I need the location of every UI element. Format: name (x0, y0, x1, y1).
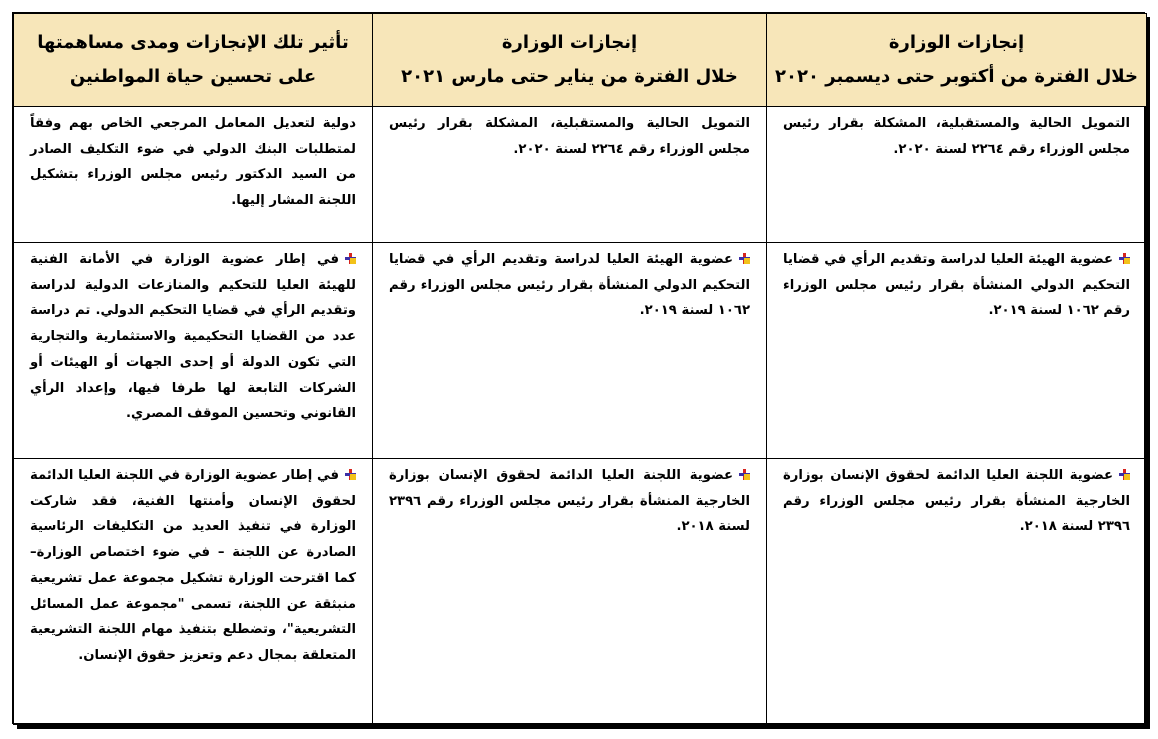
four-color-arrow-bullet-icon (1119, 253, 1130, 264)
cell-jan-mar-2021 (373, 459, 767, 725)
cell-text: دولية لتعديل المعامل المرجعي الخاص بهم وفقاً لمتطلبات البنك الدولي في ضوء التكليف الصادر من السيد الدكتور رئيس مجلس الوزراء بتشكيل اللجنة المشار إليها. (30, 116, 356, 209)
cell-impact (14, 243, 373, 459)
header-title: إنجازات الوزارة (888, 31, 1025, 53)
table-row (14, 459, 1147, 725)
header-row (14, 14, 1147, 107)
cell-text: عضوية اللجنة العليا الدائمة لحقوق الإنسان بوزارة الخارجية المنشأة بقرار رئيس مجلس الوزراء رقم ٢٣٩٦ لسنة ٢٠١٨. (389, 468, 750, 535)
cell-jan-mar-2021 (373, 243, 767, 459)
header-title: تأثير تلك الإنجازات ومدى مساهمتها (37, 31, 349, 53)
four-color-arrow-bullet-icon (739, 469, 750, 480)
cell-text: عضوية اللجنة العليا الدائمة لحقوق الإنسان بوزارة الخارجية المنشأة بقرار رئيس مجلس الوزراء رقم ٢٣٩٦ لسنة ٢٠١٨. (783, 468, 1130, 535)
cell-oct-dec-2020 (767, 107, 1147, 243)
cell-text: التمويل الحالية والمستقبلية، المشكلة بقرار رئيس مجلس الوزراء رقم ٢٢٦٤ لسنة ٢٠٢٠. (783, 116, 1130, 157)
header-jan-mar-2021 (373, 14, 767, 107)
header-subtitle: على تحسين حياة المواطنين (69, 66, 317, 87)
achievements-table (13, 13, 1147, 725)
table-row (14, 243, 1147, 459)
header-impact (14, 14, 373, 107)
cell-text: عضوية الهيئة العليا لدراسة وتقديم الرأي في قضايا التحكيم الدولي المنشأة بقرار رئيس مجلس الوزراء رقم ١٠٦٢ لسنة ٢٠١٩. (389, 252, 750, 319)
achievements-table-frame (12, 12, 1145, 724)
cell-impact (14, 459, 373, 725)
header-title: إنجازات الوزارة (501, 31, 638, 53)
cell-jan-mar-2021 (373, 107, 767, 243)
four-color-arrow-bullet-icon (345, 253, 356, 264)
cell-oct-dec-2020 (767, 459, 1147, 725)
four-color-arrow-bullet-icon (345, 469, 356, 480)
four-color-arrow-bullet-icon (739, 253, 750, 264)
cell-text: التمويل الحالية والمستقبلية، المشكلة بقرار رئيس مجلس الوزراء رقم ٢٢٦٤ لسنة ٢٠٢٠. (389, 116, 750, 157)
four-color-arrow-bullet-icon (1119, 469, 1130, 480)
cell-text: في إطار عضوية الوزارة في اللجنة العليا الدائمة لحقوق الإنسان وأمنتها الفنية، فقد شاركت الوزارة في تنفيذ العديد من التكليفات الرئاسية الصادرة عن اللجنة – في ضوء اختصاص الوزارة– كما اقترحت الوزارة تشكيل مجموعة عمل تشريعية منبثقة عن اللجنة، تسمى "مجموعة عمل المسائل التشريعية"، وتضطلع بتنفيذ مهام اللجنة التشريعية المتعلقة بمجال دعم وتعزيز حقوق الإنسان. (30, 468, 356, 664)
cell-impact (14, 107, 373, 243)
table-row (14, 107, 1147, 243)
cell-text: عضوية الهيئة العليا لدراسة وتقديم الرأي في قضايا التحكيم الدولي المنشأة بقرار رئيس مجلس الوزراء رقم ١٠٦٢ لسنة ٢٠١٩. (783, 252, 1130, 319)
cell-text: في إطار عضوية الوزارة في الأمانة الفنية للهيئة العليا للتحكيم والمنازعات الدولية لدراسة وتقديم الرأي في قضايا التحكيم الدولي. تم دراسة عدد من القضايا التحكيمية والاستثمارية والتجارية التي تكون الدولة أو إحدى الجهات أو الهيئات أو الشركات التابعة لها طرفا فيها، وإعداد الرأي القانوني وتحسين الموقف المصري. (30, 252, 356, 422)
header-period: خلال الفترة من يناير حتى مارس ٢٠٢١ (401, 66, 738, 87)
cell-oct-dec-2020 (767, 243, 1147, 459)
header-oct-dec-2020 (767, 14, 1147, 107)
header-period: خلال الفترة من أكتوبر حتى ديسمبر ٢٠٢٠ (775, 66, 1138, 87)
